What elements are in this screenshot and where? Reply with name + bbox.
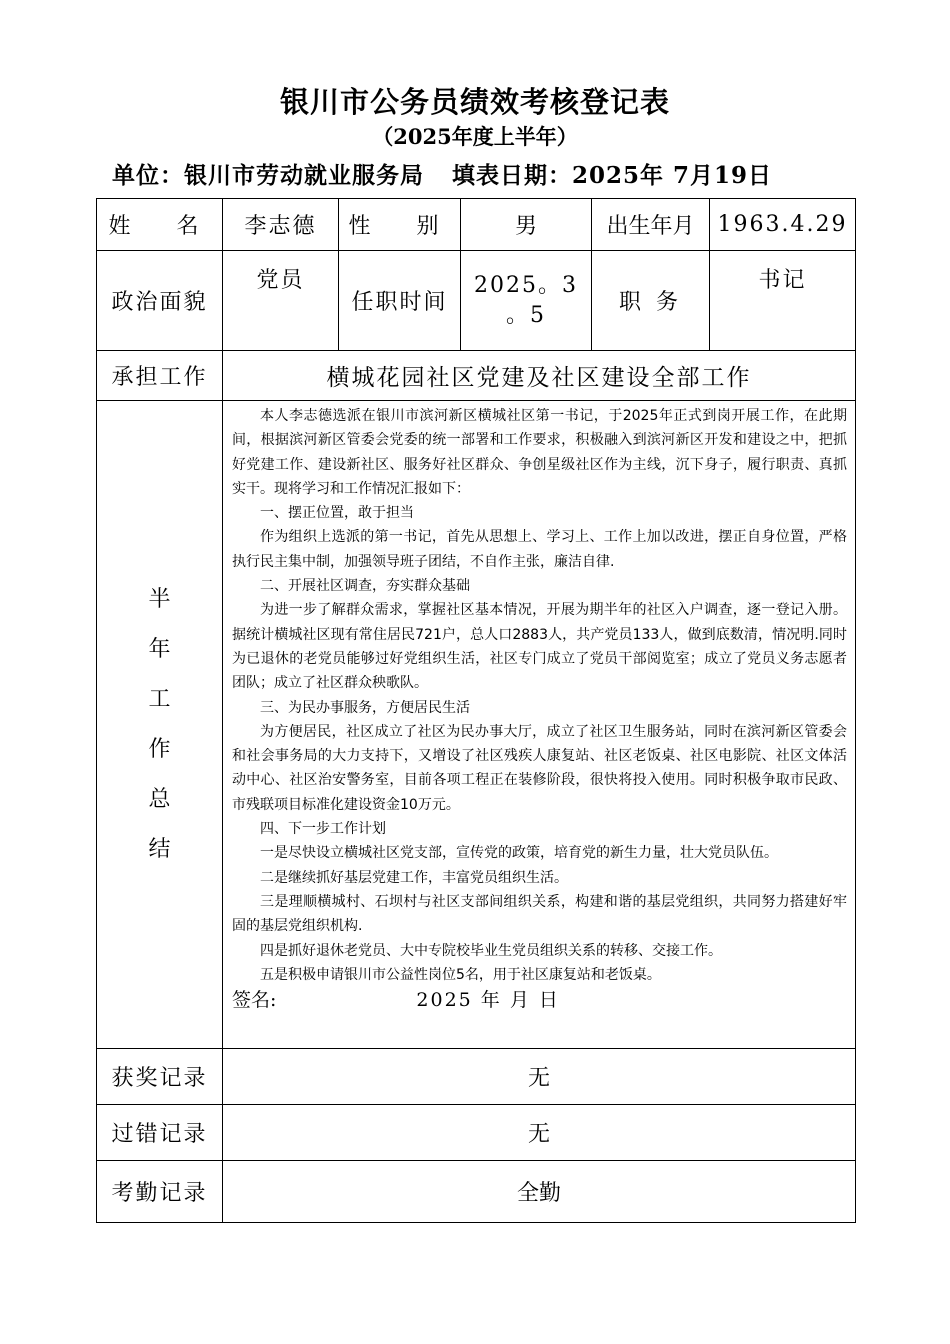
sign-date: 2025 年 月 日 (416, 989, 560, 1012)
summary-paragraph: 四是抓好退休老党员、大中专院校毕业生党员组织关系的转移、交接工作。 (260, 942, 722, 959)
summary-label (97, 401, 223, 1049)
unit-date-line (112, 157, 772, 190)
assessment-table (96, 198, 856, 1223)
summary-paragraph: 五是积极申请银川市公益性岗位5名，用于社区康复站和老饭桌。 (260, 966, 661, 983)
name-label: 姓 名 (97, 199, 223, 251)
tenure-value (461, 251, 592, 351)
summary-paragraph: 本人李志德选派在银川市滨河新区横城社区第一书记，于2025年正式到岗开展工作，在此期间，根据滨河新区管委会党委的统一部署和工作要求，积极融入到滨河新区开发和建设之中，把抓好党建工作、建设新社区、服务好社区群众、争创星级社区作为主线，沉下身子，履行职责、真抓实干。现将学习和工作情况汇报如下： (232, 408, 847, 497)
summary-label-char: 总 (148, 786, 171, 812)
table-row (97, 1049, 856, 1105)
political-value: 党员 (223, 251, 339, 351)
summary-heading: 一、摆正位置，敢于担当 (260, 505, 414, 522)
tenure-label: 任职时间 (339, 251, 461, 351)
fill-date-label: 填表日期：2025年 7月19日 (452, 162, 773, 189)
name-value: 李志德 (223, 199, 339, 251)
gender-value: 男 (461, 199, 592, 251)
summary-label-char: 年 (148, 636, 171, 662)
summary-paragraph: 三是理顺横城村、石坝村与社区支部间组织关系，构建和谐的基层党组织，共同努力搭建好牢固的基层党组织机构. (232, 893, 847, 935)
award-value: 无 (223, 1049, 856, 1105)
birth-value: 1963.4.29 (710, 199, 856, 251)
signature-line (232, 987, 847, 1013)
summary-content (223, 401, 856, 1049)
tenure-value-line2: 。5 (506, 302, 546, 328)
tenure-value-line1: 2025。3 (474, 272, 578, 298)
position-value: 书记 (710, 251, 856, 351)
summary-label-char: 半 (148, 586, 171, 612)
summary-paragraph: 一是尽快设立横城社区党支部，宣传党的政策，培育党的新生力量，壮大党员队伍。 (260, 845, 778, 862)
gender-label: 性 别 (339, 199, 461, 251)
summary-label-char: 工 (148, 686, 171, 712)
attendance-label: 考勤记录 (97, 1161, 223, 1223)
summary-paragraph: 为方便居民，社区成立了社区为民办事大厅，成立了社区卫生服务站，同时在滨河新区管委会和社会事务局的大力支持下，又增设了社区残疾人康复站、社区老饭桌、社区电影院、社区文体活动中心、社区治安警务室，目前各项工程正在装修阶段，很快将投入使用。同时积极争取市民政、市残联项目标准化建设资金10万元。 (232, 723, 847, 813)
attendance-value: 全勤 (223, 1161, 856, 1223)
summary-paragraph: 作为组织上选派的第一书记，首先从思想上、学习上、工作上加以改进，摆正自身位置，严格执行民主集中制，加强领导班子团结，不自作主张，廉洁自律. (232, 529, 847, 570)
summary-heading: 三、为民办事服务，方便居民生活 (260, 699, 470, 716)
summary-heading: 二、开展社区调查，夯实群众基础 (260, 578, 470, 595)
table-row (97, 401, 856, 1049)
form-title: 银川市公务员绩效考核登记表 (279, 85, 670, 119)
fault-value: 无 (223, 1105, 856, 1161)
award-label: 获奖记录 (97, 1049, 223, 1105)
table-row (97, 1105, 856, 1161)
position-label: 职 务 (592, 251, 710, 351)
sign-label: 签名: (232, 989, 277, 1012)
table-row (97, 351, 856, 401)
table-row (97, 199, 856, 251)
table-row (97, 1161, 856, 1223)
work-label: 承担工作 (97, 351, 223, 401)
unit-label: 单位：银川市劳动就业服务局 (112, 162, 424, 189)
fault-label: 过错记录 (97, 1105, 223, 1161)
birth-label: 出生年月 (592, 199, 710, 251)
summary-paragraph: 为进一步了解群众需求，掌握社区基本情况，开展为期半年的社区入户调查，逐一登记入册。据统计横城社区现有常住居民721户，总人口2883人，共产党员133人，做到底数清，情况明.同时为已退休的老党员能够过好党组织生活，社区专门成立了党员干部阅览室；成立了党员义务志愿者团队；成立了社区群众秧歌队。 (232, 602, 847, 692)
summary-label-char: 作 (148, 736, 171, 762)
form-subtitle: （2025年度上半年） (372, 124, 578, 149)
work-value: 横城花园社区党建及社区建设全部工作 (223, 351, 856, 401)
table-row (97, 251, 856, 351)
summary-label-char: 结 (148, 836, 171, 862)
summary-paragraph: 二是继续抓好基层党建工作，丰富党员组织生活。 (260, 869, 568, 886)
political-label: 政治面貌 (97, 251, 223, 351)
summary-heading: 四、下一步工作计划 (260, 821, 386, 838)
